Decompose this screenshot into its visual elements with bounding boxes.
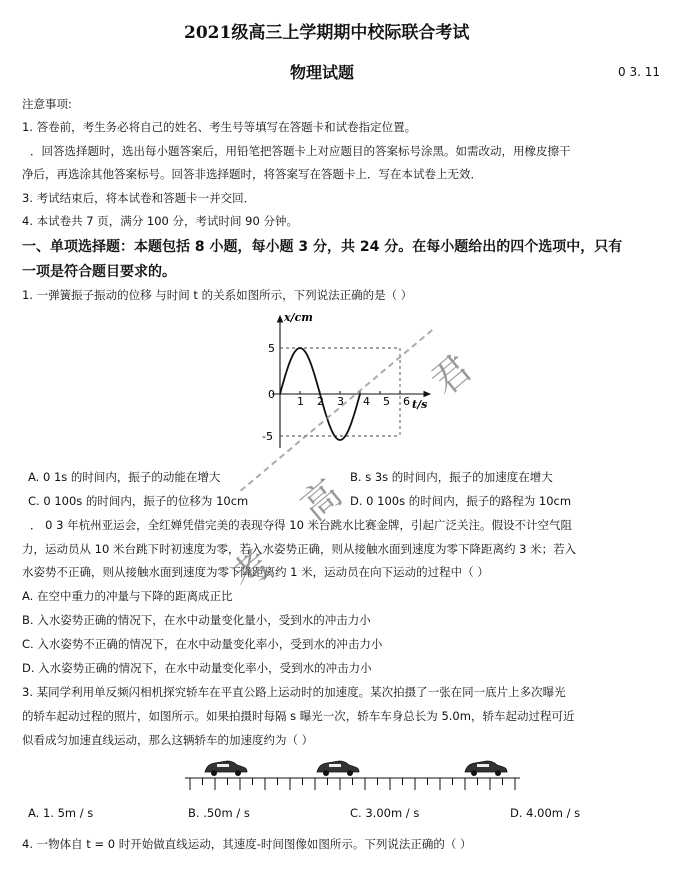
q2-option-c: C. 入水姿势不正确的情况下，在水中动量变化率小，受到水的冲击力小 (22, 637, 383, 651)
notice-item: 3. 考试结束后，将本试卷和答题卡一并交回． (22, 191, 256, 205)
x-tick-label: 3 (337, 395, 344, 408)
q3-car-photo-figure (185, 752, 520, 794)
q1-stem: 1. 一弹簧振子振动的位移 与时间 t 的关系如图所示，下列说法正确的是（ ） (22, 288, 413, 302)
x-tick-label: 1 (297, 395, 304, 408)
car-icon (205, 761, 247, 776)
notice-item: 1. 答卷前，考生务必将自己的姓名、考生号等填写在答题卡和试卷指定位置。 (22, 120, 417, 134)
q2-stem-line: ． 0 3 年杭州亚运会，全红婵凭借完美的表现夺得 10 米台跳水比赛金牌，引起广泛关注。假设不计空气阻 (30, 518, 573, 532)
origin-label: 0 (268, 388, 275, 401)
x-tick-label: 6 (403, 395, 410, 408)
x-axis-label: t/s (412, 398, 428, 411)
section-heading-cont: 一项是符合题目要求的。 (22, 264, 176, 280)
q3-stem-line: 3. 某同学利用单反频闪相机探究轿车在平直公路上运动时的加速度。某次拍摄了一张在同一底片上多次曝光 (22, 685, 566, 699)
watermark-text: 君 (422, 346, 480, 405)
y-tick-label: -5 (262, 430, 273, 443)
y-tick-label: 5 (268, 342, 275, 355)
exam-date: 0 3. 11 (618, 65, 660, 79)
q2-stem-line: 力，运动员从 10 米台跳下时初速度为零，若入水姿势正确，则从接触水面到速度为零下降距离约 3 米；若入 (22, 542, 577, 556)
notice-item: ．回答选择题时，选出每小题答案后，用铅笔把答题卡上对应题目的答案标号涂黑。如需改动，用橡皮擦干 (30, 144, 571, 158)
exam-title: 2021级高三上学期期中校际联合考试 (184, 23, 470, 43)
watermark-text: 高 (292, 471, 350, 530)
notice-item: 净后，再选涂其他答案标号。回答非选择题时，将答案写在答题卡上．写在本试卷上无效． (22, 167, 482, 181)
notice-heading: 注意事项: (22, 97, 72, 111)
q3-option-d: D. 4.00m / s (510, 806, 581, 820)
car-icon (317, 761, 359, 776)
q3-stem-line: 的轿车起动过程的照片，如图所示。如果拍摄时每隔 s 曝光一次，轿车车身总长为 5.0m，轿车起动过程可近 (22, 709, 575, 723)
q3-stem-line: 似看成匀加速直线运动，那么这辆轿车的加速度约为（ ） (22, 733, 314, 747)
x-tick-label: 4 (363, 395, 370, 408)
q4-stem: 4. 一物体自 t = 0 时开始做直线运动，其速度-时间图像如图所示。下列说法正确的（ ） (22, 837, 472, 851)
q1-displacement-graph (250, 308, 440, 458)
q1-option-b: B. s 3s 的时间内，振子的加速度在增大 (350, 470, 553, 484)
notice-item: 4. 本试卷共 7 页，满分 100 分，考试时间 90 分钟。 (22, 214, 298, 228)
q1-option-c: C. 0 100s 的时间内，振子的位移为 10cm (28, 494, 249, 508)
q2-option-d: D. 入水姿势正确的情况下，在水中动量变化率小，受到水的冲击力小 (22, 661, 372, 675)
q1-option-d: D. 0 100s 的时间内，振子的路程为 10cm (350, 494, 572, 508)
q2-option-b: B. 入水姿势正确的情况下，在水中动量变化量小，受到水的冲击力小 (22, 613, 371, 627)
y-axis-label: x/cm (284, 311, 313, 324)
section-heading: 一、单项选择题：本题包括 8 小题，每小题 3 分，共 24 分。在每小题给出的四个选项中，只有 (22, 239, 623, 255)
q3-option-c: C. 3.00m / s (350, 806, 420, 820)
q2-stem-line: 水姿势不正确，则从接触水面到速度为零下降距离约 1 米，运动员在向下运动的过程中（ ） (22, 565, 489, 579)
q2-option-a: A. 在空中重力的冲量与下降的距离成正比 (22, 589, 233, 603)
q3-option-a: A. 1. 5m / s (28, 806, 94, 820)
subject-title: 物理试题 (290, 63, 355, 82)
watermark-text: 考 (222, 541, 280, 600)
q1-option-a: A. 0 1s 的时间内，振子的动能在增大 (28, 470, 221, 484)
car-icon (465, 761, 507, 776)
x-tick-label: 5 (383, 395, 390, 408)
q3-option-b: B. .50m / s (188, 806, 250, 820)
x-tick-label: 2 (317, 395, 324, 408)
